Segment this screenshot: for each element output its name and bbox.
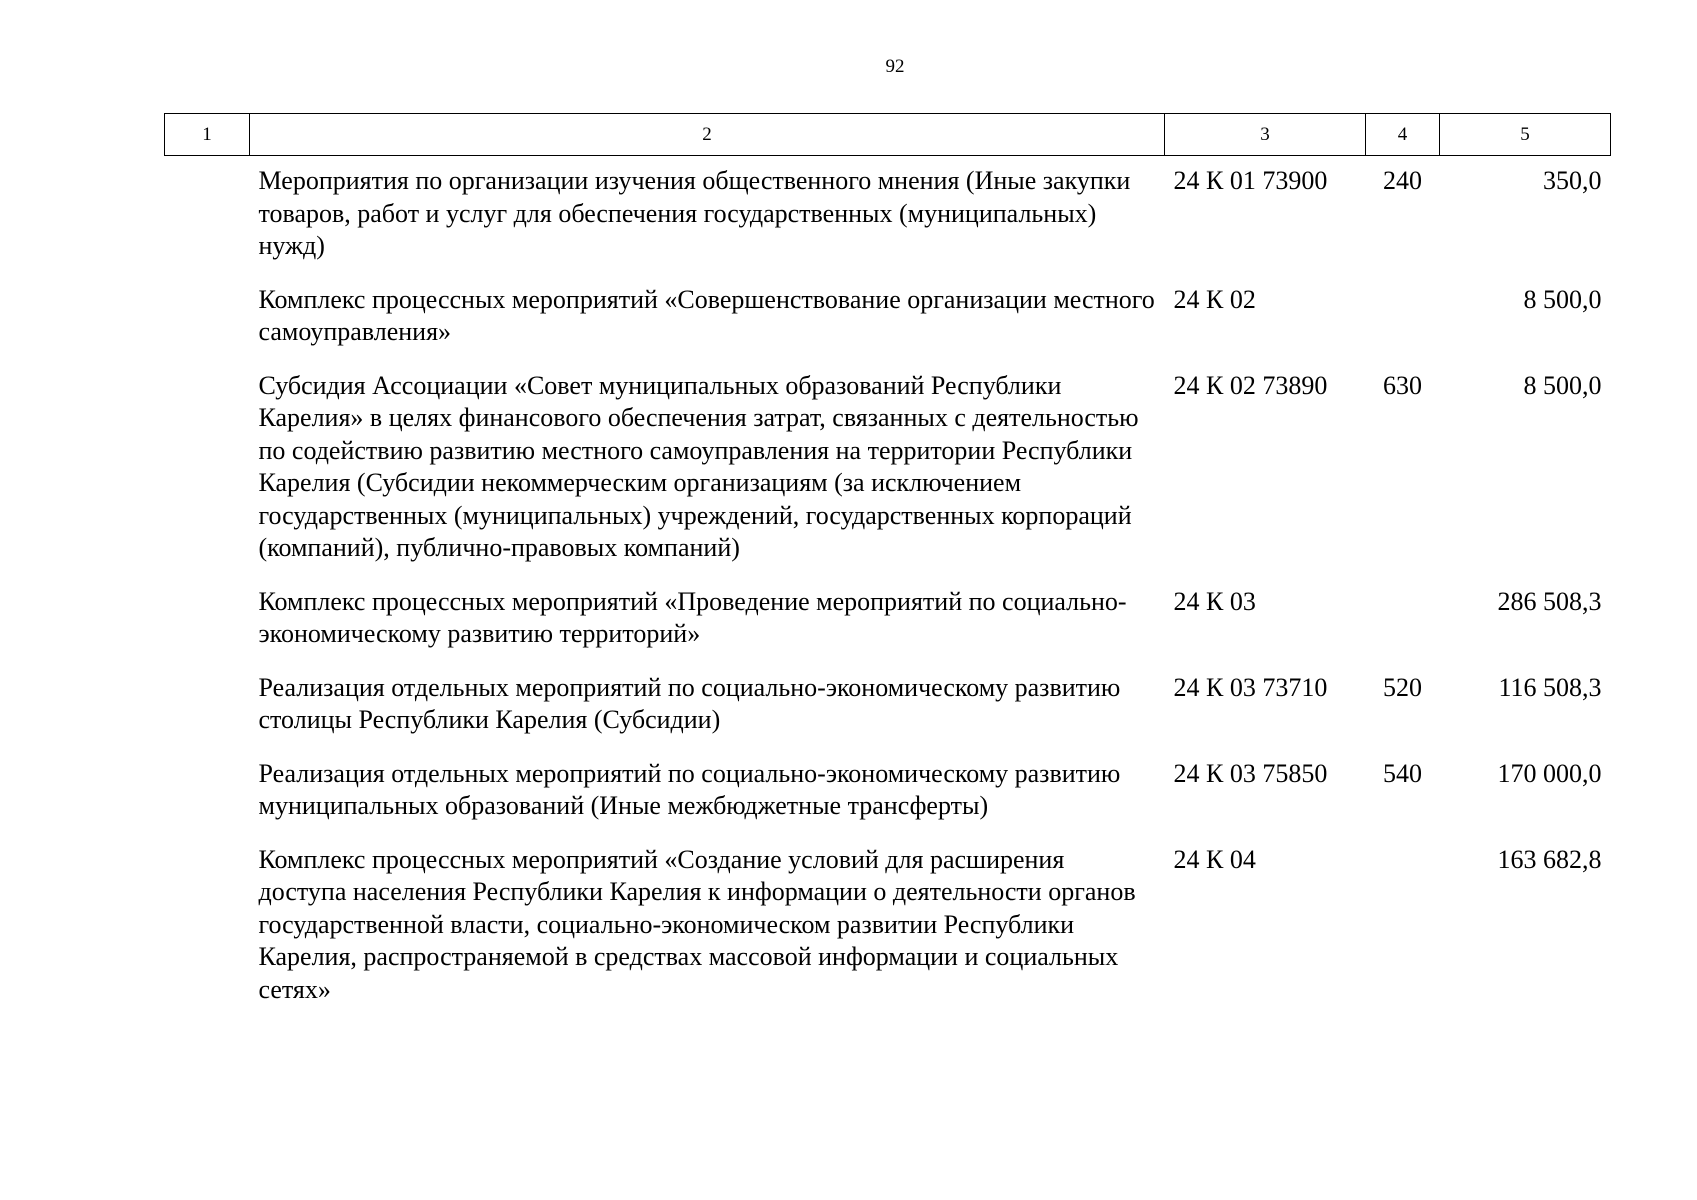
expense-name: Субсидия Ассоциации «Совет муниципальных образований Республики Карелия» в целях финансового обеспечения затрат, связанных с деятельностью по содействию развитию местного самоуправления на территории Республики Карелия (Субсидии некоммерческим организациям (за исключением государственных (муниципальных) учреждений, государственных корпораций (компаний), публично-правовых компаний) (258, 370, 1139, 562)
expense-amount: 116 508,3 (1498, 672, 1602, 702)
table-row (165, 753, 1611, 839)
expense-amount: 163 682,8 (1497, 844, 1602, 874)
column-header-5: 5 (1440, 114, 1611, 156)
row-index-cell (165, 839, 250, 1023)
row-index-cell (165, 667, 250, 753)
page-number: 92 (885, 56, 905, 77)
expense-type: 630 (1383, 370, 1422, 400)
expense-amount: 350,0 (1543, 166, 1602, 195)
table-row (165, 839, 1611, 1023)
expense-type: 520 (1383, 672, 1422, 702)
expense-type (1366, 581, 1440, 667)
expense-code: 24 К 01 73900 (1173, 166, 1328, 195)
expense-code: 24 К 03 (1173, 586, 1256, 616)
column-header-4: 4 (1366, 114, 1440, 156)
expense-amount: 286 508,3 (1497, 586, 1602, 616)
table-row (165, 156, 1611, 279)
expense-name: Реализация отдельных мероприятий по социально-экономическому развитию муниципальных образований (Иные межбюджетные трансферты) (258, 758, 1121, 820)
expense-type: 540 (1383, 758, 1422, 788)
expense-type (1366, 839, 1440, 1023)
row-index-cell (165, 365, 250, 581)
expense-code: 24 К 02 73890 (1173, 370, 1328, 400)
table-row (165, 581, 1611, 667)
row-index-cell (165, 753, 250, 839)
table-row (165, 365, 1611, 581)
row-index-cell (165, 156, 250, 279)
row-index-cell (165, 581, 250, 667)
expense-amount: 8 500,0 (1523, 284, 1602, 314)
expense-type: 240 (1383, 166, 1422, 195)
expense-amount: 170 000,0 (1497, 758, 1602, 788)
expense-amount: 8 500,0 (1523, 370, 1602, 400)
table-row (165, 667, 1611, 753)
budget-table (164, 113, 1611, 1022)
expense-type (1366, 279, 1440, 365)
column-header-1: 1 (165, 114, 250, 156)
column-header-3: 3 (1165, 114, 1366, 156)
expense-name: Комплекс процессных мероприятий «Создание условий для расширения доступа населения Республики Карелия к информации о деятельности органов государственной власти, социально-экономическом развитии Республики Карелия, распространяемой в средствах массовой информации и социальных сетях» (258, 844, 1136, 1004)
row-index-cell (165, 279, 250, 365)
expense-name: Комплекс процессных мероприятий «Проведение мероприятий по социально-экономическому развитию территорий» (258, 586, 1127, 648)
table-row (165, 279, 1611, 365)
table-header-row (165, 114, 1611, 156)
expense-name: Мероприятия по организации изучения общественного мнения (Иные закупки товаров, работ и услуг для обеспечения государственных (муниципальных) нужд) (258, 166, 1131, 260)
column-header-2: 2 (250, 114, 1165, 156)
expense-name: Комплекс процессных мероприятий «Совершенствование организации местного самоуправления» (258, 284, 1155, 346)
expense-code: 24 К 04 (1173, 844, 1256, 874)
expense-code: 24 К 03 75850 (1173, 758, 1328, 788)
expense-code: 24 К 02 (1173, 284, 1256, 314)
expense-name: Реализация отдельных мероприятий по социально-экономическому развитию столицы Республики Карелия (Субсидии) (258, 672, 1121, 734)
expense-code: 24 К 03 73710 (1173, 672, 1328, 702)
